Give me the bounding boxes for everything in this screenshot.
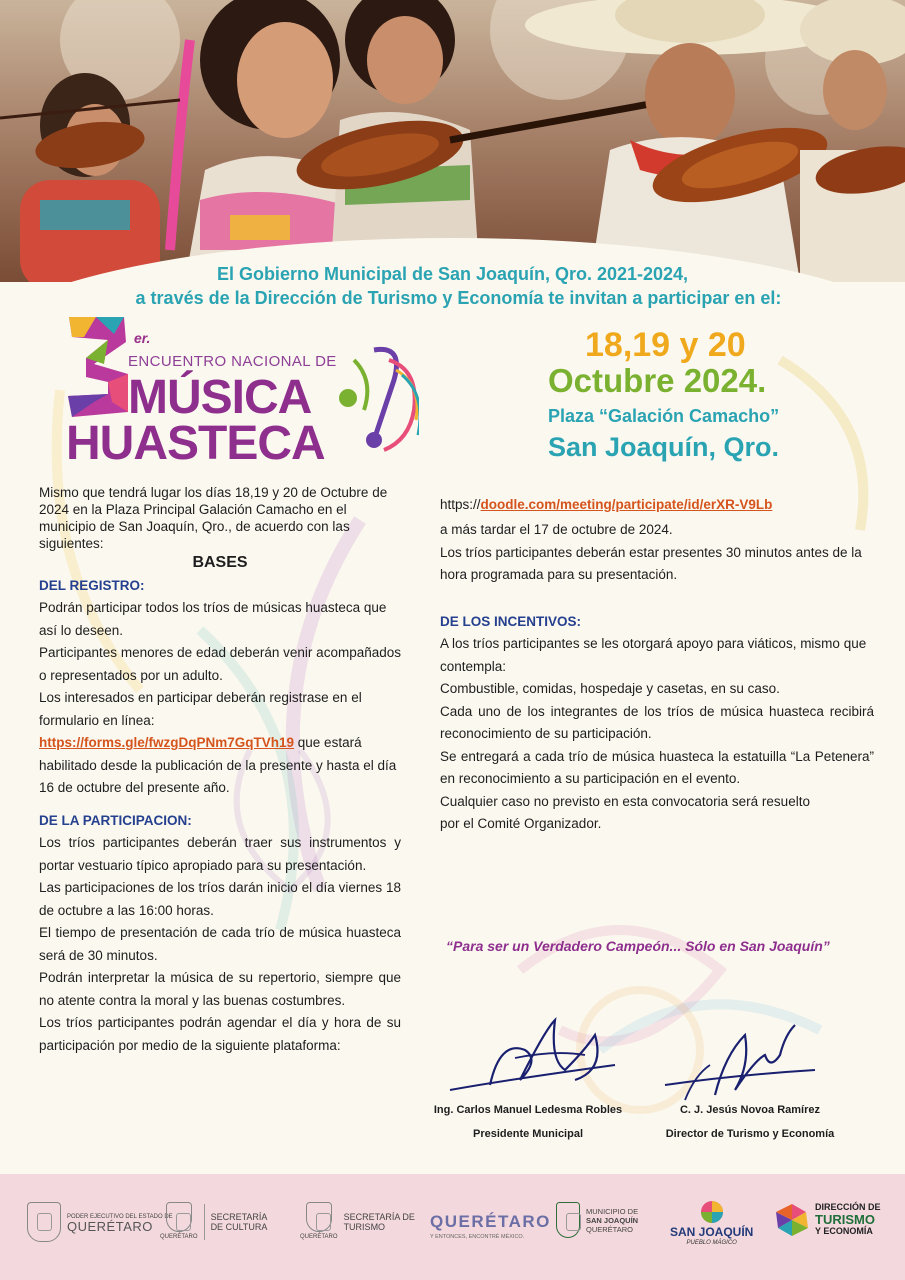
invite-line-2: a través de la Dirección de Turismo y Economía te invitan a participar en el: [135,288,782,308]
participacion-paragraph-4: Podrán interpretar la música de su repertorio, siempre que no atente contra la moral y las buenas costumbres. [39,970,401,1008]
right-paragraph-2: Los tríos participantes deberán estar presentes 30 minutos antes de la hora programada para su presentación. [440,544,862,582]
incentivos-paragraph-1: A los tríos participantes se les otorgará apoyo para viáticos, mismo que contempla: [440,636,867,674]
incentivos-paragraph-3: Cada uno de los integrantes de los tríos de música huasteca recibirá reconocimiento de su participación. [440,703,874,741]
logo-secretaria-turismo [300,1202,415,1242]
doodle-link[interactable]: doodle.com/meeting/participate/id/erXR-V9Lb [480,497,773,512]
state-seal-icon [27,1202,61,1242]
signature-left-name: Ing. Carlos Manuel Ledesma Robles [433,1104,623,1116]
pinwheel-icon [700,1200,724,1224]
registro-paragraph-3: Los interesados en participar deberán registrase en el formulario en línea: [39,690,362,728]
logo-word-musica: MÚSICA [128,371,312,424]
queretaro-brand-tagline: Y ENTONCES, ENCONTRÉ MÉXICO. [430,1234,525,1240]
san-joaquin-brand: SAN JOAQUÍN [670,1225,754,1239]
registration-form-link[interactable]: https://forms.gle/fwzgDqPNm7GqTVh19 [39,735,295,750]
participacion-paragraph-5: Los tríos participantes podrán agendar el día y hora de su participación por medio de la siguiente plataforma: [39,1015,401,1053]
signature-left-icon [445,1010,625,1100]
music-notes-icon [334,340,419,460]
municipio-seal-icon [556,1202,580,1238]
logo-subtitle: ENCUENTRO NACIONAL DE [128,353,337,370]
municipio-line-1: MUNICIPIO DE [586,1206,639,1216]
incentivos-paragraph-4: Se entregará a cada trío de música huasteca la estatuilla “La Petenera” en reconocimiento a su participación en el evento. [440,748,874,786]
registro-paragraph-1: Podrán participar todos los tríos de músicas huasteca que así lo deseen. [39,600,387,638]
pinwheel-turismo-icon [775,1203,809,1237]
logo-municipio-san-joaquin [556,1202,638,1238]
registro-paragraph-4-text: que estará habilitado desde la publicación de la presente y hasta el día 16 de octubre del presente año. [39,735,397,795]
direccion-line-1: DIRECCIÓN DE [815,1202,881,1212]
pueblo-magico-tag: PUEBLO MÁGICO [686,1240,737,1246]
logo-direccion-turismo [775,1202,881,1237]
turismo-line-2: TURISMO [343,1222,386,1232]
left-column [39,484,401,1057]
registro-paragraph-4 [39,732,401,800]
right-paragraph-1: a más tardar el 17 de octubre de 2024. [440,522,673,537]
logo-word-huasteca: HUASTECA [66,417,325,470]
slogan: “Para ser un Verdadero Campeón... Sólo en San Joaquín” [446,938,830,954]
direccion-line-3: Y ECONOMÍA [815,1226,873,1236]
event-city: San Joaquín, Qro. [548,432,780,462]
event-month: Octubre 2024. [548,362,767,399]
number-three-mosaic-icon [64,312,134,422]
participacion-paragraph-2: Las participaciones de los tríos darán inicio el día viernes 18 de octubre a las 16:00 horas. [39,880,401,918]
logo-ordinal-suffix: er. [134,330,151,346]
event-logo [64,312,424,472]
queretaro-state-label: QUERÉTARO [67,1219,153,1234]
participacion-paragraph-3: El tiempo de presentación de cada trío de música huasteca será de 30 minutos. [39,925,401,963]
participacion-paragraph-1: Los tríos participantes deberán traer sus instrumentos y portar vestuario típico apropiado para su presentación. [39,835,401,873]
doodle-link-paragraph [440,494,874,516]
footer-logos [0,1174,905,1280]
logo-san-joaquin-pueblo-magico [670,1200,753,1246]
logo-queretaro-brand [430,1212,551,1240]
event-days: 18,19 y 20 [585,326,746,364]
logo-queretaro-state [27,1202,173,1242]
municipio-line-3: QUERÉTARO [586,1224,633,1234]
queretaro-state-small: PODER EJECUTIVO DEL ESTADO DE [67,1214,173,1220]
registro-heading: DEL REGISTRO: [39,577,145,593]
participacion-heading: DE LA PARTICIPACION: [39,812,192,828]
cultura-seal-label: QUERÉTARO [160,1234,198,1240]
right-column [440,494,874,836]
hero-photo [0,0,905,282]
incentivos-paragraph-5: Cualquier caso no previsto en esta convocatoria será resuelto por el Comité Organizador. [440,793,810,831]
cultura-line-1: SECRETARÍA [210,1212,268,1222]
queretaro-brand-label: QUERÉTARO [430,1212,551,1231]
logo-secretaria-cultura [160,1202,267,1242]
intro-paragraph: Mismo que tendrá lugar los días 18,19 y 20 de Octubre de 2024 en la Plaza Principal Galación Camacho en el municipio de San Joaquín, Qro., de acuerdo con las siguientes: [39,485,388,551]
cultura-seal-icon [166,1202,192,1232]
cultura-line-2: DE CULTURA [210,1222,268,1232]
incentivos-heading: DE LOS INCENTIVOS: [440,613,582,629]
invite-line-1: El Gobierno Municipal de San Joaquín, Qro. 2021-2024, [216,264,689,284]
divider [204,1204,205,1240]
turismo-line-1: SECRETARÍA DE [343,1212,415,1222]
turismo-seal-icon [306,1202,332,1232]
direccion-line-2: TURISMO [815,1212,875,1227]
incentivos-paragraph-2: Combustible, comidas, hospedaje y casetas, en su caso. [440,681,780,696]
signature-right-name: C. J. Jesús Novoa Ramírez [679,1104,820,1116]
bases-heading: BASES [192,554,248,571]
signature-right-role: Director de Turismo y Economía [665,1128,835,1140]
event-plaza: Plaza “Galación Camacho” [548,406,780,426]
municipio-line-2: SAN JOAQUÍN [586,1215,639,1225]
signature-right-icon [655,1015,825,1105]
signature-right [652,1098,848,1146]
doodle-link-prefix: https:// [440,497,481,512]
registro-paragraph-2: Participantes menores de edad deberán venir acompañados o representados por un adulto. [39,645,401,683]
signature-left-role: Presidente Municipal [472,1128,584,1140]
signature-left [430,1098,626,1146]
turismo-seal-label: QUERÉTARO [300,1234,338,1240]
